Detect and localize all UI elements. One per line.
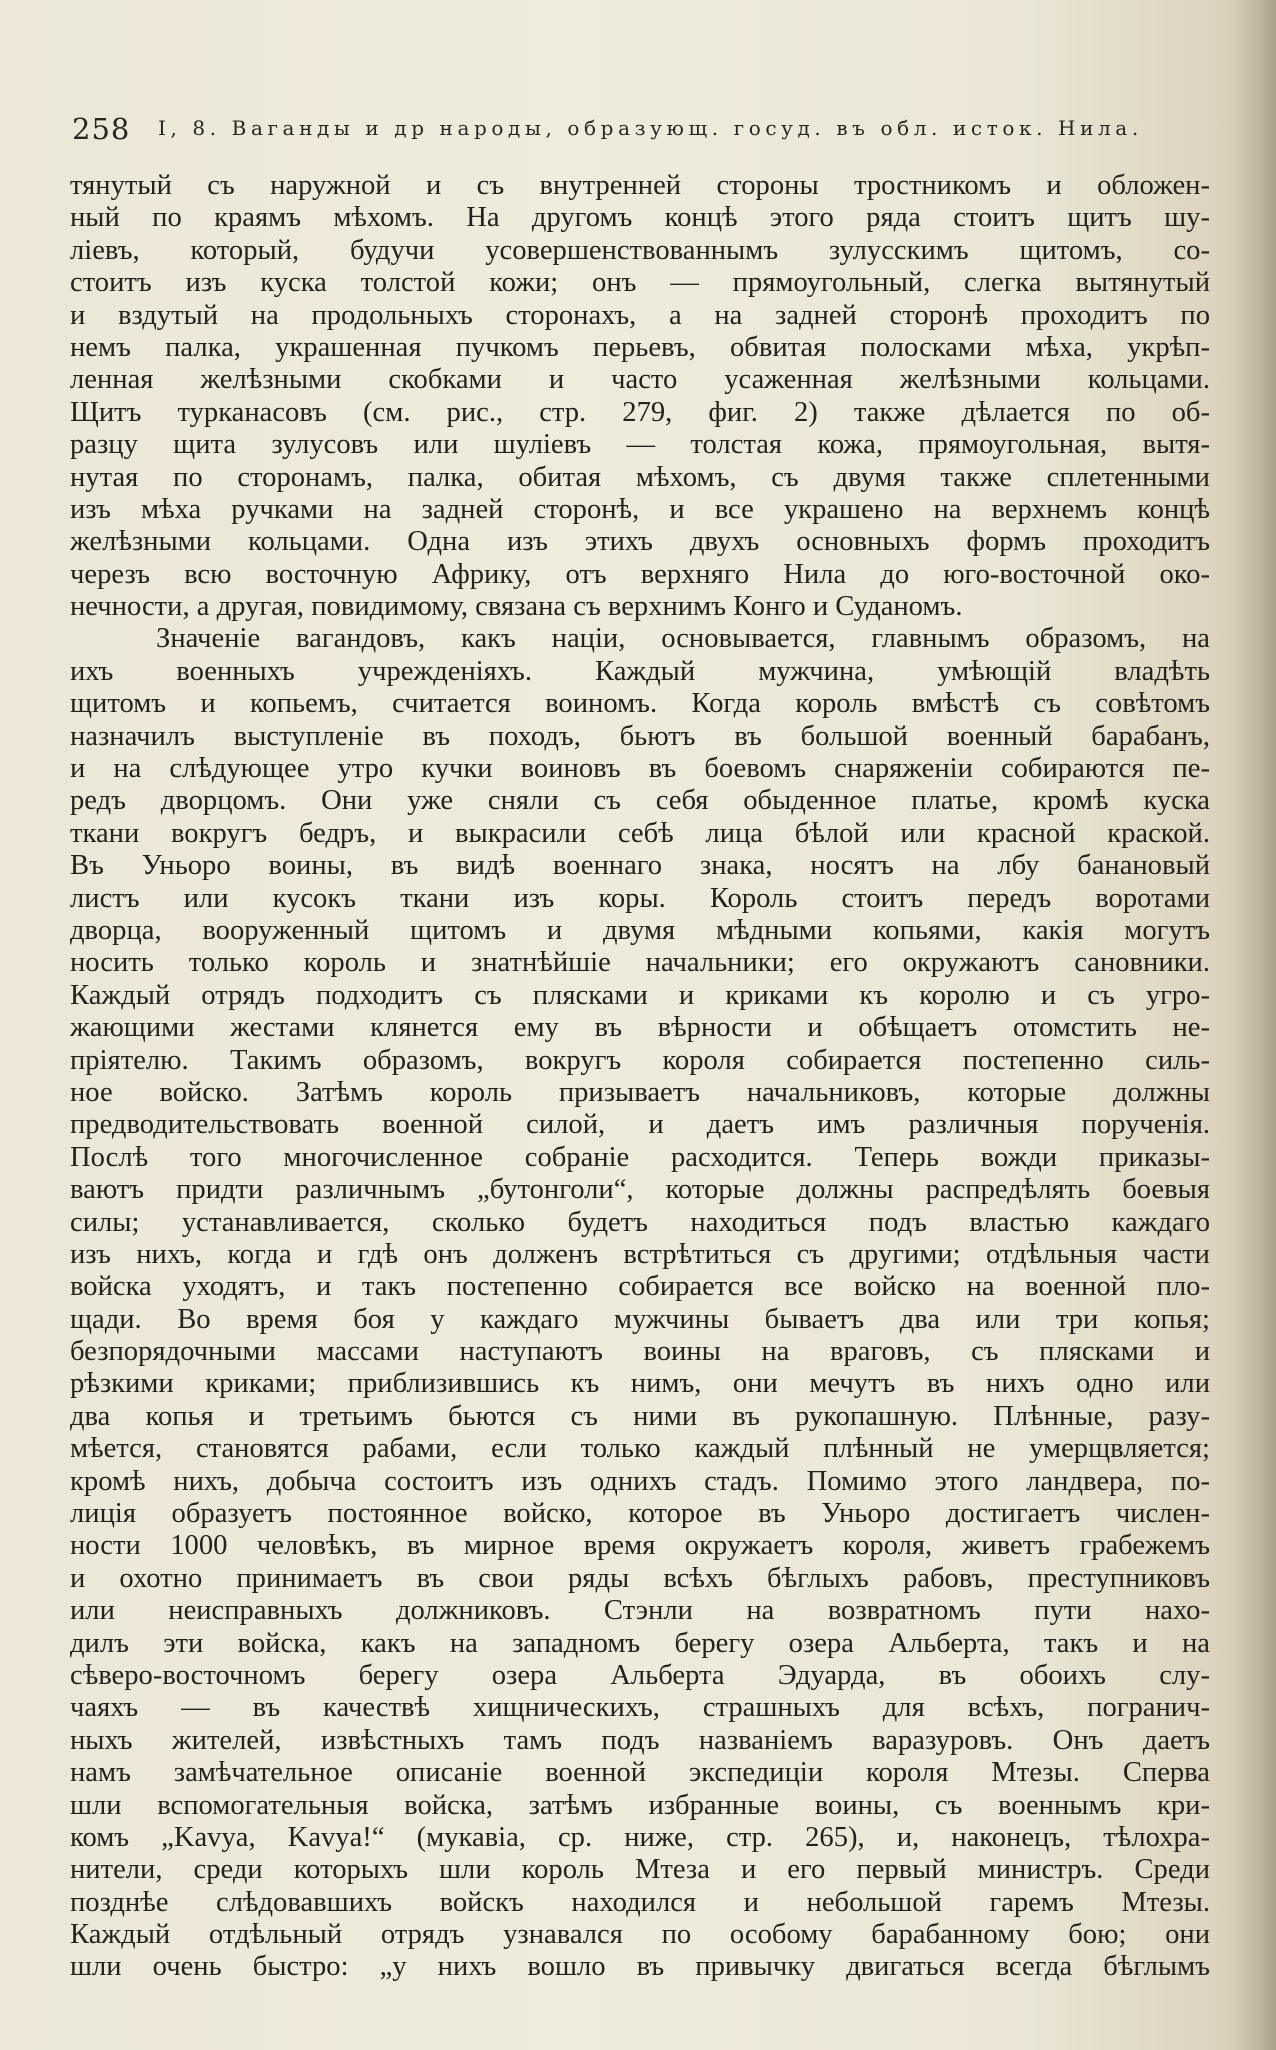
text-line: пріятелю. Такимъ образомъ, вокругъ короля собирается постепенно силь- xyxy=(70,1044,1210,1076)
text-line: шли очень быстро: „у нихъ вошло въ привычку двигаться всегда бѣглымъ xyxy=(70,1951,1210,1983)
text-line: щитомъ и копьемъ, считается воиномъ. Когда король вмѣстѣ съ совѣтомъ xyxy=(70,688,1210,720)
text-line: Каждый отрядъ подходитъ съ плясками и криками къ королю и съ угро- xyxy=(70,979,1210,1011)
text-line: дворца, вооруженный щитомъ и двумя мѣдными копьями, какія могутъ xyxy=(70,914,1210,946)
text-line: нители, среди которыхъ шли король Мтеза и его первый министръ. Среди xyxy=(70,1854,1210,1886)
text-line: рѣзкими криками; приблизившись къ нимъ, они мечутъ въ нихъ одно или xyxy=(70,1368,1210,1400)
text-line: ности 1000 человѣкъ, въ мирное время окружаетъ короля, живетъ грабежемъ xyxy=(70,1530,1210,1562)
text-line: ный по краямъ мѣхомъ. На другомъ концѣ этого ряда стоитъ щитъ шу- xyxy=(70,202,1210,234)
text-line: нутая по сторонамъ, палка, обитая мѣхомъ, съ двумя также сплетенными xyxy=(70,461,1210,493)
text-line: Въ Уньоро воины, въ видѣ военнаго знака, носятъ на лбу банановый xyxy=(70,850,1210,882)
text-line: ихъ военныхъ учрежденіяхъ. Каждый мужчина, умѣющій владѣть xyxy=(70,655,1210,687)
text-line: разцу щита зулусовъ или шуліевъ — толстая кожа, прямоугольная, вытя- xyxy=(70,429,1210,461)
text-line: комъ „Kavya, Kavya!“ (мукавіа, ср. ниже, стр. 265), и, наконецъ, тѣлохра- xyxy=(70,1821,1210,1853)
text-line: черезъ всю восточную Африку, отъ верхняго Нила до юго-восточной око- xyxy=(70,558,1210,590)
text-line: носить только король и знатнѣйшіе начальники; его окружаютъ сановники. xyxy=(70,947,1210,979)
text-line: изъ нихъ, когда и гдѣ онъ долженъ встрѣтиться съ другими; отдѣльныя части xyxy=(70,1238,1210,1270)
body-text xyxy=(70,170,1210,1984)
text-line: тянутый съ наружной и съ внутренней стороны тростникомъ и обложен- xyxy=(70,170,1210,201)
text-line: ваютъ придти различнымъ „бутонголи“, которые должны распредѣлять боевыя xyxy=(70,1174,1210,1206)
text-line: назначилъ выступленіе въ походъ, бьютъ въ большой военный барабанъ, xyxy=(70,720,1210,752)
text-line: лиція образуетъ постоянное войско, которое въ Уньоро достигаетъ числен- xyxy=(70,1498,1210,1530)
text-line: изъ мѣха ручками на задней сторонѣ, и все украшено на верхнемъ концѣ xyxy=(70,493,1210,525)
text-line: позднѣе слѣдовавшихъ войскъ находился и небольшой гаремъ Мтезы. xyxy=(70,1886,1210,1918)
page-header xyxy=(62,112,1152,152)
text-line: предводительствовать военной силой, и даетъ имъ различныя порученія. xyxy=(70,1109,1210,1141)
text-line: мѣется, становятся рабами, если только каждый плѣнный не умерщвляется; xyxy=(70,1433,1210,1465)
text-line: стоитъ изъ куска толстой кожи; онъ — прямоугольный, слегка вытянутый xyxy=(70,267,1210,299)
text-line: и охотно принимаетъ въ свои ряды всѣхъ бѣглыхъ рабовъ, преступниковъ xyxy=(70,1562,1210,1594)
text-line: шли вспомогательныя войска, затѣмъ избранные воины, съ военнымъ кри- xyxy=(70,1789,1210,1821)
text-line: щади. Во время боя у каждаго мужчины бываетъ два или три копья; xyxy=(70,1303,1210,1335)
text-line: войска уходятъ, и такъ постепенно собирается все войско на военной пло- xyxy=(70,1271,1210,1303)
text-line: и на слѣдующее утро кучки воиновъ въ боевомъ снаряженіи собираются пе- xyxy=(70,753,1210,785)
text-line: нечности, а другая, повидимому, связана съ верхнимъ Конго и Суданомъ. xyxy=(70,591,963,623)
text-line: ткани вокругъ бедръ, и выкрасили себѣ лица бѣлой или красной краской. xyxy=(70,817,1210,849)
text-line: желѣзными кольцами. Одна изъ этихъ двухъ основныхъ формъ проходитъ xyxy=(70,526,1210,558)
text-line: и вздутый на продольныхъ сторонахъ, а на задней сторонѣ проходитъ по xyxy=(70,299,1210,331)
running-head: I, 8. Ваганды и др народы, образующ. госуд. въ обл. исток. Нила. xyxy=(158,116,1143,140)
text-line: два копья и третьимъ бьются съ ними въ рукопашную. Плѣнные, разу- xyxy=(70,1400,1210,1432)
text-line: дилъ эти войска, какъ на западномъ берегу озера Альберта, такъ и на xyxy=(70,1627,1210,1659)
text-line: или неисправныхъ должниковъ. Стэнли на возвратномъ пути нахо- xyxy=(70,1595,1210,1627)
text-line: ныхъ жителей, извѣстныхъ тамъ подъ названіемъ варазуровъ. Онъ даетъ xyxy=(70,1724,1210,1756)
text-line: Каждый отдѣльный отрядъ узнавался по особому барабанному бою; они xyxy=(70,1919,1210,1951)
text-line: ное войско. Затѣмъ король призываетъ начальниковъ, которые должны xyxy=(70,1076,1210,1108)
text-line: жающими жестами клянется ему въ вѣрности и обѣщаетъ отомстить не- xyxy=(70,1012,1210,1044)
page-number: 258 xyxy=(72,112,131,146)
text-line: безпорядочными массами наступаютъ воины на враговъ, съ плясками и xyxy=(70,1336,1210,1368)
text-line: редъ дворцомъ. Они уже сняли съ себя обыденное платье, кромѣ куска xyxy=(70,785,1210,817)
text-line: сѣверо-восточномъ берегу озера Альберта Эдуарда, въ обоихъ слу- xyxy=(70,1659,1210,1691)
text-line: ленная желѣзными скобками и часто усаженная желѣзными кольцами. xyxy=(70,364,1210,396)
text-line: немъ палка, украшенная пучкомъ перьевъ, обвитая полосками мѣха, укрѣп- xyxy=(70,331,1210,363)
text-line: листъ или кусокъ ткани изъ коры. Король стоитъ передъ воротами xyxy=(70,882,1210,914)
text-line: кромѣ нихъ, добыча состоитъ изъ однихъ стадъ. Помимо этого ландвера, по- xyxy=(70,1465,1210,1497)
paragraph xyxy=(70,170,1210,623)
text-line: Послѣ того многочисленное собраніе расходится. Теперь вожди приказы- xyxy=(70,1141,1210,1173)
paragraph xyxy=(70,623,1210,1983)
text-line: ліевъ, который, будучи усовершенствованнымъ зулусскимъ щитомъ, со- xyxy=(70,234,1210,266)
text-line: Значеніе вагандовъ, какъ націи, основывается, главнымъ образомъ, на xyxy=(156,623,1210,655)
text-line: Щитъ турканасовъ (см. рис., стр. 279, фиг. 2) также дѣлается по об- xyxy=(70,396,1210,428)
text-line: чаяхъ — въ качествѣ хищническихъ, страшныхъ для всѣхъ, погранич- xyxy=(70,1692,1210,1724)
text-line: силы; устанавливается, сколько будетъ находиться подъ властью каждаго xyxy=(70,1206,1210,1238)
text-line: намъ замѣчательное описаніе военной экспедиціи короля Мтезы. Сперва xyxy=(70,1757,1210,1789)
